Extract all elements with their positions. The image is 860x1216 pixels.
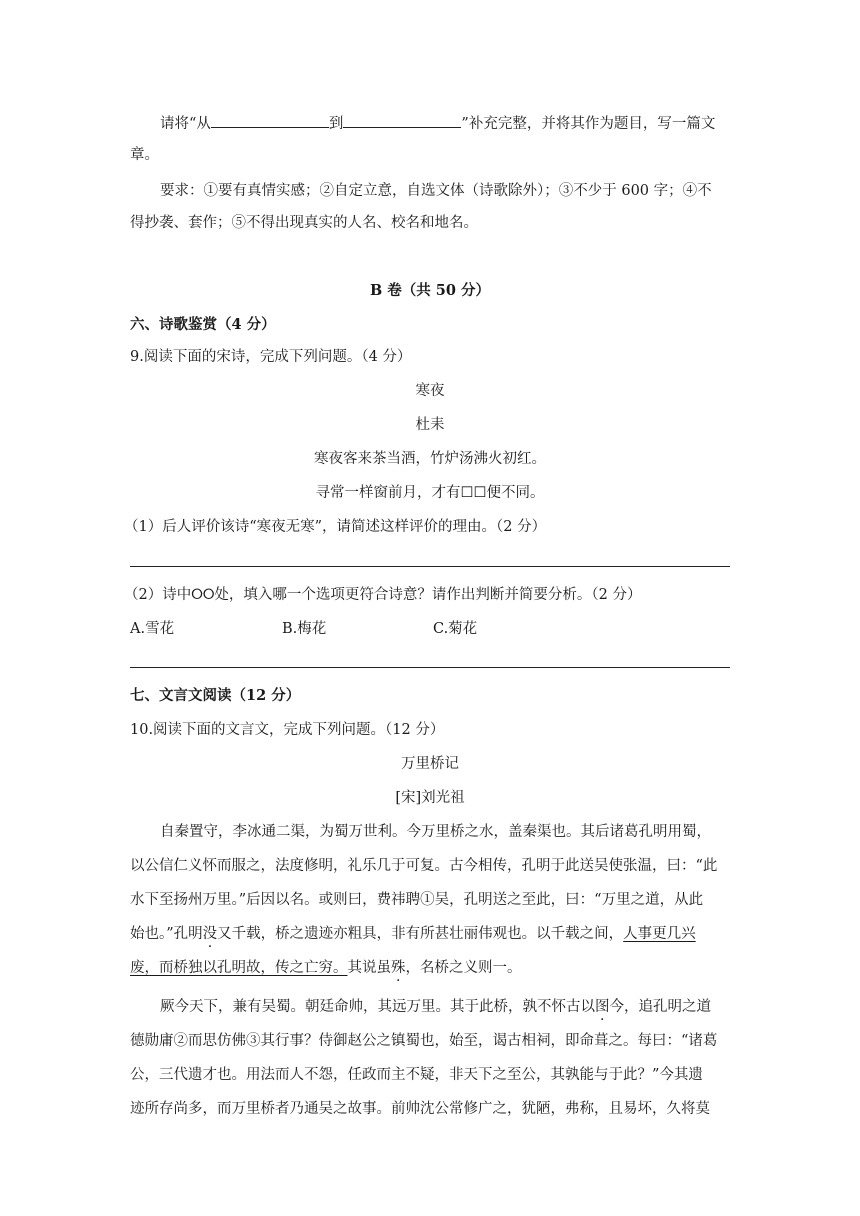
- essay-requirement-1: 要求：①要有真情实感；②自定立意，自选文体（诗歌除外）；③不少于 600 字；④不: [160, 183, 712, 199]
- essay-title: 万里桥记: [401, 756, 459, 772]
- poem-title: 寒夜: [415, 383, 445, 399]
- essay-prompt-d: 章。: [130, 147, 159, 163]
- text-span: 厥今天下，兼有吴蜀。朝廷命帅，其远万里。其于此桥，孰不怀古以: [160, 999, 595, 1015]
- paragraph-2-line-1: [160, 997, 711, 1017]
- text-span: ，名桥之义则一。: [405, 960, 522, 976]
- paragraph-1-line-4: [130, 924, 696, 944]
- paragraph-1-line-1: 自秦置守，李冰通二渠，为蜀万世利。今万里桥之水，盖秦渠也。其后诸葛孔明用蜀，: [160, 824, 711, 840]
- text-span: 又千载，桥之遗迹亦粗具，非有所甚壮丽伟观也。以千载之间，: [217, 926, 624, 942]
- blank-from: [211, 113, 329, 128]
- poem-line-1: 寒夜客来茶当酒，竹炉汤沸火初红。: [314, 451, 546, 467]
- answer-line-2: [130, 667, 730, 668]
- text-span: 始也。”孔明: [130, 926, 203, 942]
- option-b: B.梅花: [282, 621, 327, 637]
- dotted-char-mo: 没: [202, 926, 218, 942]
- answer-line-1: [130, 566, 730, 567]
- classical-heading: 七、文言文阅读（12 分）: [130, 687, 301, 704]
- question-9-sub-2: （2）诗中⭘⭘处，填入哪一个选项更符合诗意？请作出判断并简要分析。（2 分）: [124, 587, 642, 603]
- blank-to: [343, 113, 461, 128]
- essay-prompt-c: ”补充完整，并将其作为题目，写一篇文: [461, 116, 716, 132]
- dotted-char-tu: 图: [595, 999, 610, 1015]
- essay-prompt-line: [160, 113, 715, 134]
- paragraph-1-line-3: 水下至扬州万里。”后因以名。或则曰，费祎聘①吴，孔明送之至此，曰：“万里之道，从此: [130, 892, 704, 908]
- underlined-sentence-start: 人事更几兴: [623, 926, 696, 942]
- essay-author: [宋]刘光祖: [395, 790, 465, 806]
- poem-line-2: 寻常一样窗前月，才有☐☐便不同。: [315, 485, 545, 501]
- essay-prompt-a: 请将“从: [160, 116, 211, 132]
- question-9-sub-1: （1）后人评价该诗“寒夜无寒”，请简述这样评价的理由。（2 分）: [124, 519, 547, 535]
- paragraph-2-line-3: 公，三代遗才也。用法而人不怨，任政而主不疑，非天下之至公，其孰能与于此？”今其遗: [130, 1067, 703, 1083]
- paragraph-2-line-4: 迹所存尚多，而万里桥者乃通吴之故事。前帅沈公常修广之，犹陋，弗称，且易坏，久将莫: [130, 1101, 710, 1117]
- underlined-sentence-end: 废，而桥独以孔明故，传之亡穷。: [130, 960, 348, 976]
- poetry-heading: 六、诗歌鉴赏（4 分）: [130, 316, 276, 333]
- section-b-title: B 卷（共 50 分）: [369, 282, 491, 299]
- dotted-char-shu: 殊: [391, 960, 406, 976]
- text-span: 今，追孔明之道: [609, 999, 711, 1015]
- option-a: A.雪花: [130, 621, 175, 637]
- paragraph-2-line-2: 德勋庸②而思仿佛③其行事？侍御赵公之镇蜀也，始至，谒古相祠，即命葺之。每曰：“诸葛: [130, 1033, 718, 1049]
- paragraph-1-line-5: [130, 958, 522, 978]
- option-c: C.菊花: [433, 621, 478, 637]
- paragraph-1-line-2: 以公信仁义怀而服之，法度修明，礼乐几于可复。古今相传，孔明于此送吴使张温，曰：“此: [130, 858, 718, 874]
- text-span: 其说虽: [347, 960, 391, 976]
- question-10: 10.阅读下面的文言文，完成下列问题。（12 分）: [130, 722, 445, 738]
- question-9: 9.阅读下面的宋诗，完成下列问题。（4 分）: [130, 349, 412, 365]
- essay-requirement-2: 得抄袭、套作；⑤不得出现真实的人名、校名和地名。: [130, 215, 478, 231]
- poem-author: 杜耒: [415, 417, 445, 433]
- essay-prompt-b: 到: [328, 116, 344, 132]
